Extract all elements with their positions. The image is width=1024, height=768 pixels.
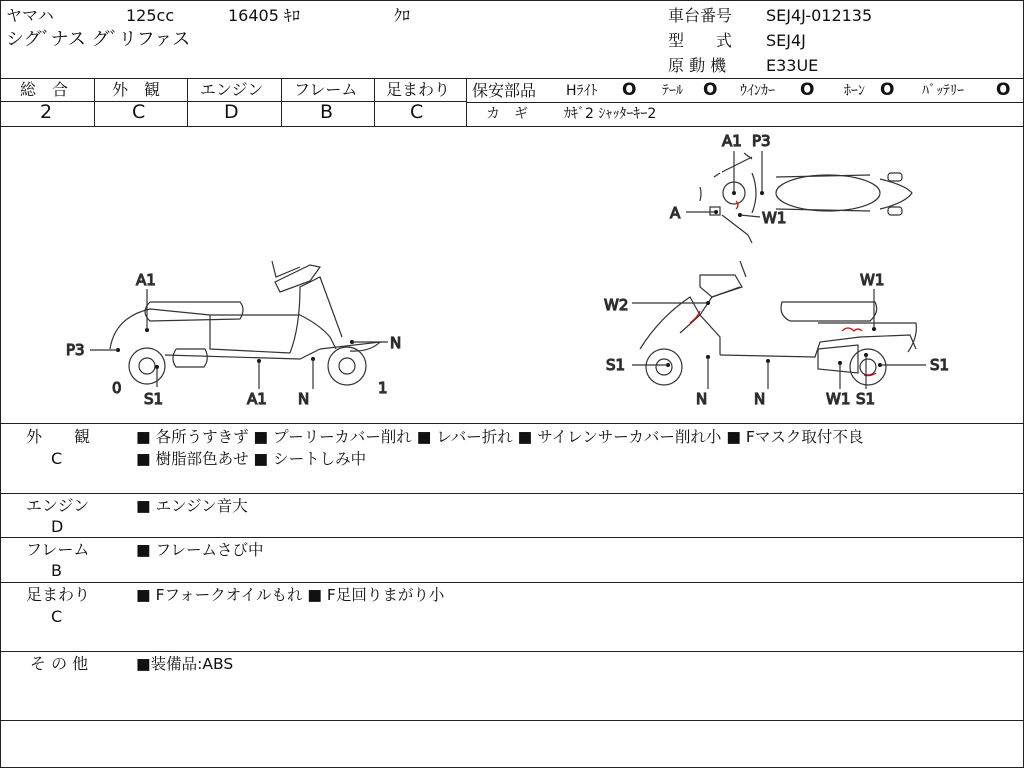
notes-frame-grade: B — [51, 561, 62, 580]
right-label-n1: N — [696, 390, 708, 408]
exterior-label: 外 観 — [112, 80, 161, 99]
frame-label: フレーム — [294, 80, 358, 99]
damage-diagram — [0, 127, 1024, 422]
left-label-n-bottom: N — [298, 390, 310, 408]
model-name: シグﾞナス グﾞリファス — [6, 29, 191, 50]
left-label-one: 1 — [378, 379, 388, 397]
top-label-a: A — [670, 204, 681, 222]
notes-exterior-line1: ■ 各所うすきず ■ プーリーカバー削れ ■ レバー折れ ■ サイレンサーカバー削れ小 ■ Fマスク取付不良 — [136, 428, 864, 446]
engine-model-label: 原 動 機 — [668, 56, 727, 75]
key-label: カ ギ — [486, 106, 528, 122]
horn-ok-mark: O — [880, 80, 895, 100]
horn-label: ﾎｰﾝ — [844, 83, 865, 99]
mileage: 16405 ｷﾛ — [228, 6, 300, 25]
type-value: SEJ4J — [766, 31, 806, 50]
right-label-s1-left: S1 — [606, 356, 626, 374]
notes-exterior-label: 外 観 — [26, 427, 91, 446]
notes-engine-grade: D — [51, 517, 64, 536]
notes-engine-line1: ■ エンジン音大 — [136, 497, 248, 515]
type-label: 型 式 — [668, 31, 733, 50]
taillight-label: ﾃｰﾙ — [662, 83, 683, 99]
right-label-w1-bottom: W1 — [826, 390, 851, 408]
notes-suspension-line1: ■ Fフォークオイルもれ ■ F足回りまがり小 — [136, 586, 445, 604]
right-label-w1: W1 — [860, 271, 885, 289]
right-label-s1-right: S1 — [930, 356, 950, 374]
maker: ヤマハ — [6, 6, 54, 25]
scooter-top-view — [686, 151, 912, 243]
right-label-w2: W2 — [604, 296, 629, 314]
scooter-left-view — [90, 261, 388, 389]
right-label-n2: N — [754, 390, 766, 408]
notes-other-label: そ の 他 — [30, 654, 89, 673]
notes-exterior-line2: ■ 樹脂部色あせ ■ シートしみ中 — [136, 450, 367, 468]
battery-ok-mark: O — [996, 80, 1011, 100]
left-label-a1-bottom: A1 — [247, 390, 267, 408]
top-label-p3: P3 — [752, 132, 771, 150]
frame-grade: B — [320, 101, 334, 123]
headlight-ok-mark: O — [622, 80, 637, 100]
top-label-w1: W1 — [762, 209, 787, 227]
notes-suspension-grade: C — [51, 607, 63, 626]
engine-label: エンジン — [200, 80, 264, 99]
key-value: ｶｷﾞ2 ｼｬｯﾀｰｷｰ2 — [564, 106, 657, 122]
notes-frame-label: フレーム — [26, 540, 90, 559]
chassis-label: 車台番号 — [668, 6, 733, 25]
notes-engine-label: エンジン — [26, 496, 90, 515]
battery-label: ﾊﾞｯﾃﾘｰ — [922, 83, 964, 99]
displacement: 125cc — [126, 6, 175, 25]
color: ｸﾛ — [394, 6, 411, 25]
left-label-a1: A1 — [136, 271, 156, 289]
overall-label: 総 合 — [20, 80, 69, 99]
engine-grade: D — [224, 101, 239, 123]
left-label-n: N — [390, 334, 402, 352]
headlight-label: Hﾗｲﾄ — [566, 83, 598, 99]
notes-other-line1: ■装備品:ABS — [136, 655, 234, 673]
winker-label: ｳｲﾝｶｰ — [740, 83, 775, 99]
exterior-grade: C — [132, 101, 146, 123]
safety-label: 保安部品 — [472, 81, 537, 100]
left-label-zero: 0 — [112, 379, 122, 397]
right-label-s1-bottom: S1 — [856, 390, 876, 408]
left-label-s1: S1 — [144, 390, 164, 408]
winker-ok-mark: O — [800, 80, 815, 100]
notes-suspension-label: 足まわり — [26, 585, 91, 604]
top-label-a1: A1 — [722, 132, 742, 150]
suspension-label: 足まわり — [386, 80, 451, 99]
taillight-ok-mark: O — [703, 80, 718, 100]
chassis-value: SEJ4J-012135 — [766, 6, 873, 25]
suspension-grade: C — [410, 101, 424, 123]
notes-exterior-grade: C — [51, 449, 63, 468]
overall-grade: 2 — [40, 101, 53, 123]
left-label-p3: P3 — [66, 341, 85, 359]
notes-frame-line1: ■ フレームさび中 — [136, 541, 264, 559]
engine-model-value: E33UE — [766, 56, 819, 75]
